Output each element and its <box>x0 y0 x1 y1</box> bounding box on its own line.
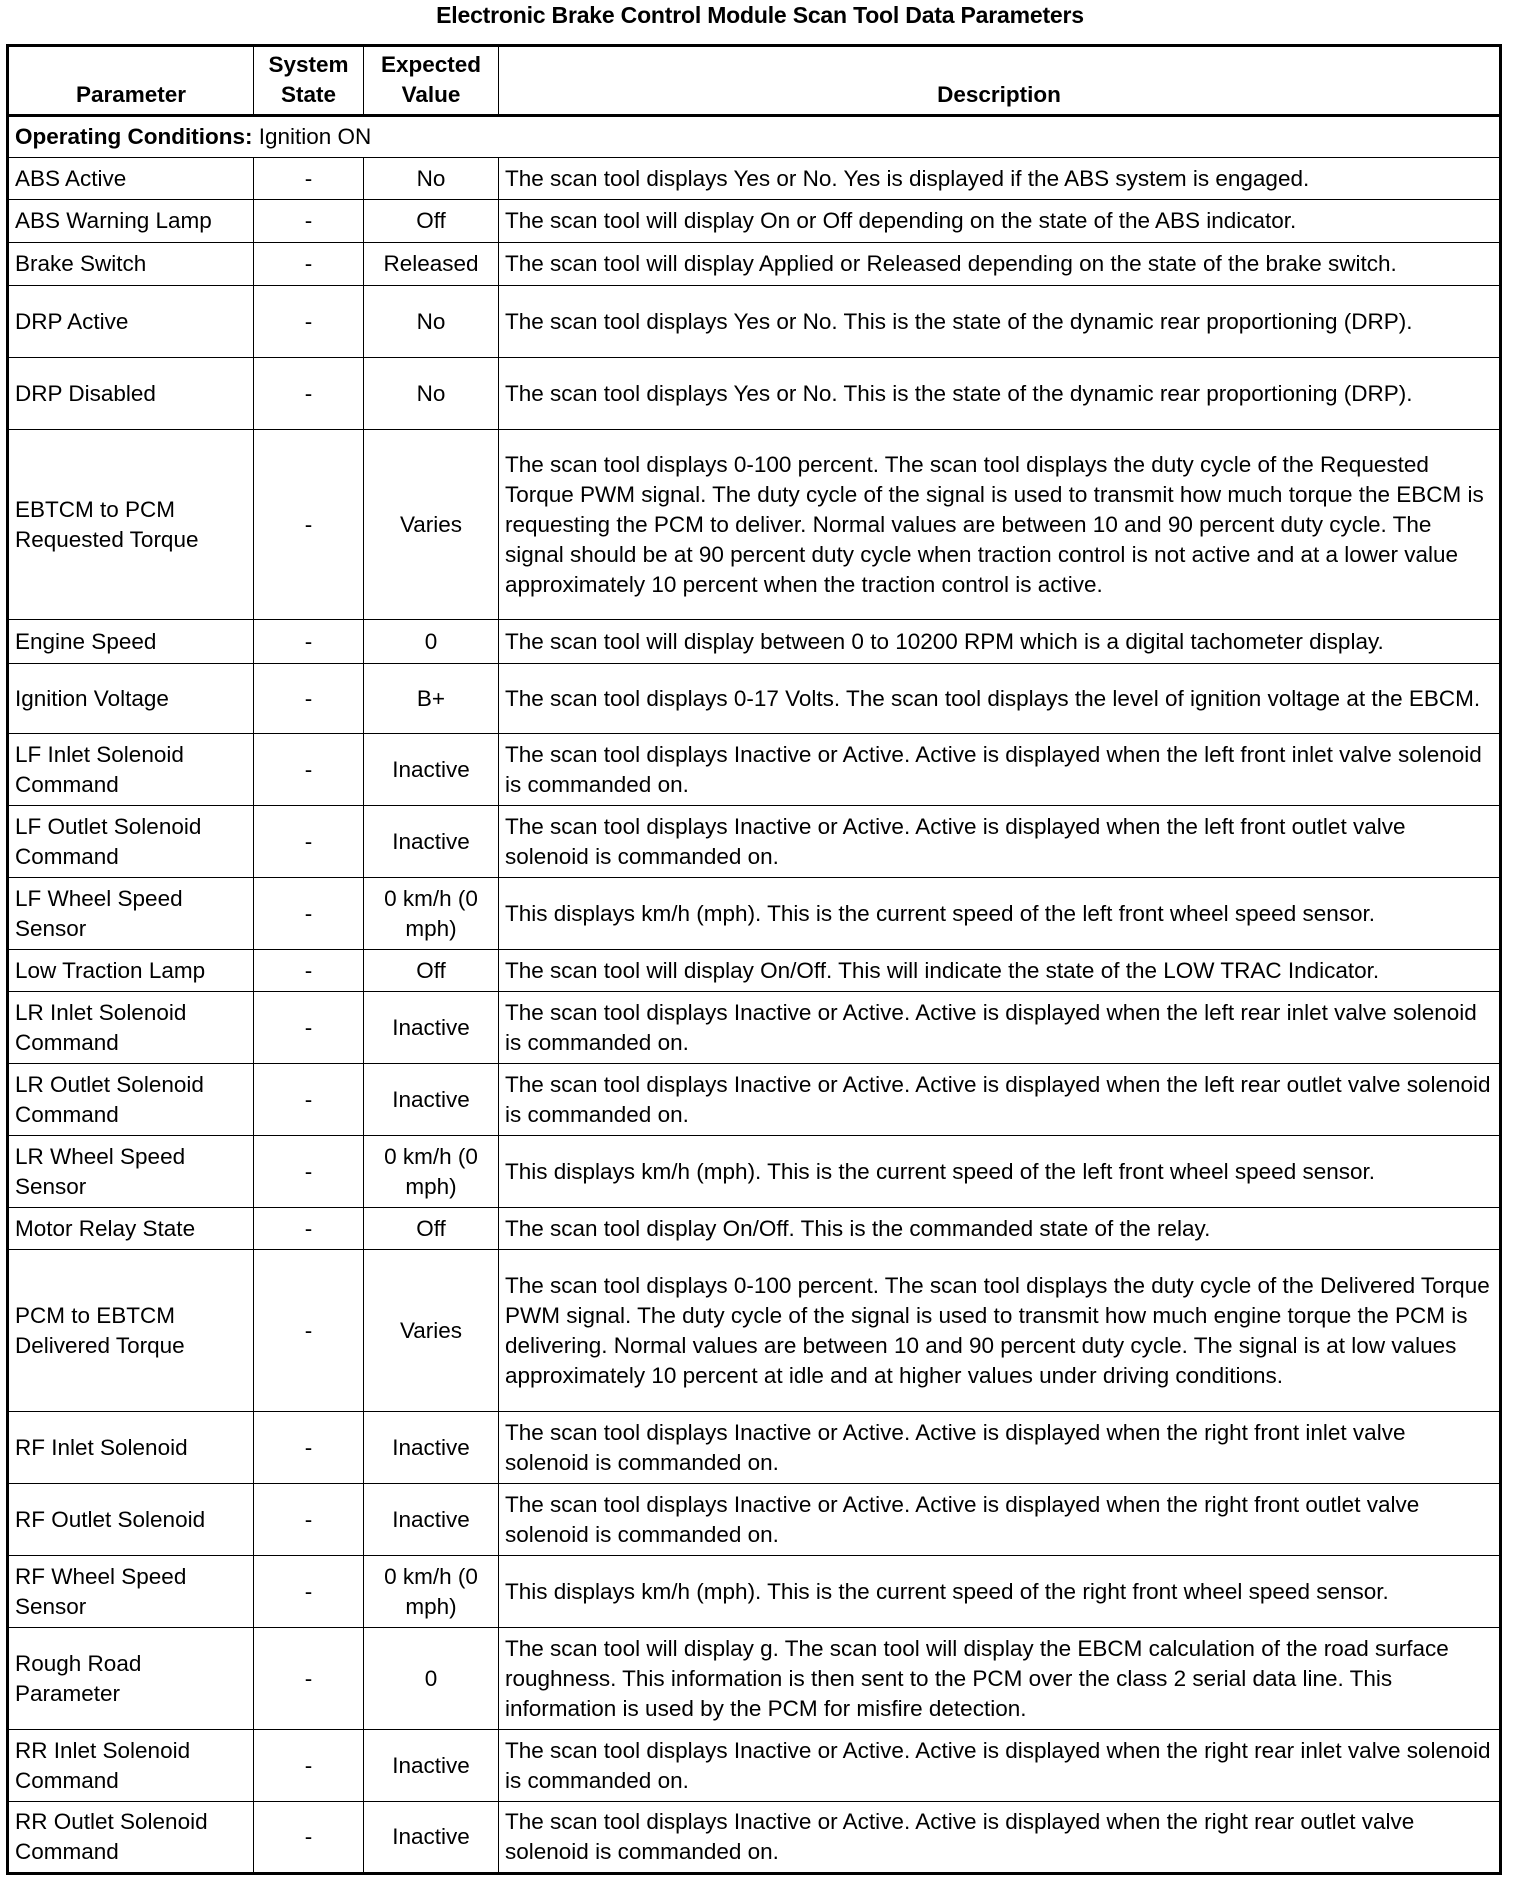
description-cell: The scan tool displays Inactive or Active. Active is displayed when the right rear inlet valve solenoid is commanded on. <box>499 1730 1501 1802</box>
system-state-cell: - <box>254 1730 364 1802</box>
parameter-cell: EBTCM to PCM Requested Torque <box>8 430 254 620</box>
table-row <box>8 878 1501 950</box>
parameter-cell: LF Wheel Speed Sensor <box>8 878 254 950</box>
parameter-cell: RR Outlet Solenoid Command <box>8 1802 254 1874</box>
description-cell: The scan tool displays Inactive or Active. Active is displayed when the left rear inlet valve solenoid is commanded on. <box>499 992 1501 1064</box>
table-title: Electronic Brake Control Module Scan Tool Data Parameters <box>436 2 1084 28</box>
system-state-cell: - <box>254 1250 364 1412</box>
parameter-cell: Ignition Voltage <box>8 664 254 734</box>
parameter-cell: ABS Warning Lamp <box>8 200 254 243</box>
description-cell: The scan tool will display On or Off depending on the state of the ABS indicator. <box>499 200 1501 243</box>
system-state-cell: - <box>254 358 364 430</box>
expected-value-cell: 0 km/h (0 mph) <box>364 878 499 950</box>
table-row <box>8 620 1501 664</box>
parameter-cell: Rough Road Parameter <box>8 1628 254 1730</box>
table-row <box>8 664 1501 734</box>
header-parameter-label: Parameter <box>75 82 187 107</box>
expected-value-cell: Varies <box>364 430 499 620</box>
expected-value-cell: Inactive <box>364 1412 499 1484</box>
table-row <box>8 1730 1501 1802</box>
expected-value-cell: 0 km/h (0 mph) <box>364 1136 499 1208</box>
description-cell: The scan tool displays 0-17 Volts. The scan tool displays the level of ignition voltage at the EBCM. <box>499 664 1501 734</box>
system-state-cell: - <box>254 200 364 243</box>
parameter-cell: Low Traction Lamp <box>8 950 254 992</box>
description-cell: This displays km/h (mph). This is the current speed of the left front wheel speed sensor. <box>499 1136 1501 1208</box>
parameter-cell: Brake Switch <box>8 243 254 286</box>
parameter-cell: DRP Disabled <box>8 358 254 430</box>
table-row <box>8 1064 1501 1136</box>
parameter-cell: LF Outlet Solenoid Command <box>8 806 254 878</box>
description-cell: The scan tool displays Yes or No. This is the state of the dynamic rear proportioning (DRP). <box>499 358 1501 430</box>
table-row <box>8 200 1501 243</box>
system-state-cell: - <box>254 1628 364 1730</box>
system-state-cell: - <box>254 806 364 878</box>
table-row <box>8 358 1501 430</box>
scan-tool-parameters-table <box>6 44 1502 1875</box>
system-state-cell: - <box>254 734 364 806</box>
expected-value-cell: No <box>364 158 499 200</box>
system-state-cell: - <box>254 1064 364 1136</box>
table-row <box>8 950 1501 992</box>
table-row <box>8 1628 1501 1730</box>
table-row <box>8 1556 1501 1628</box>
expected-value-cell: 0 km/h (0 mph) <box>364 1556 499 1628</box>
system-state-cell: - <box>254 286 364 358</box>
header-description-label: Description <box>937 82 1061 107</box>
description-cell: The scan tool will display between 0 to 10200 RPM which is a digital tachometer display. <box>499 620 1501 664</box>
expected-value-cell: Inactive <box>364 734 499 806</box>
expected-value-cell: No <box>364 286 499 358</box>
description-cell: This displays km/h (mph). This is the current speed of the left front wheel speed sensor. <box>499 878 1501 950</box>
expected-value-cell: Off <box>364 1208 499 1250</box>
system-state-cell: - <box>254 878 364 950</box>
header-expected-value-line1: Expected <box>380 52 482 77</box>
table-row <box>8 286 1501 358</box>
table-row <box>8 992 1501 1064</box>
operating-conditions-label: Operating Conditions: <box>15 124 253 149</box>
header-parameter <box>8 46 254 116</box>
table-row <box>8 1412 1501 1484</box>
system-state-cell: - <box>254 620 364 664</box>
table-row <box>8 430 1501 620</box>
expected-value-cell: Off <box>364 200 499 243</box>
header-system-state <box>254 46 364 116</box>
parameter-cell: DRP Active <box>8 286 254 358</box>
operating-conditions-cell <box>8 116 1501 158</box>
table-row <box>8 1136 1501 1208</box>
table-row <box>8 1250 1501 1412</box>
system-state-cell: - <box>254 1412 364 1484</box>
description-cell: The scan tool displays 0-100 percent. The scan tool displays the duty cycle of the Requested Torque PWM signal. The duty cycle of the signal is used to transmit how much torque the EBCM is requesting the PCM to deliver. Normal values are between 10 and 90 percent duty cycle. The signal should be at 90 percent duty cycle when traction control is not active and at a lower value approximately 10 percent when the traction control is active. <box>499 430 1501 620</box>
expected-value-cell: Inactive <box>364 1730 499 1802</box>
parameter-cell: RR Inlet Solenoid Command <box>8 1730 254 1802</box>
table-body <box>8 116 1501 1874</box>
system-state-cell: - <box>254 158 364 200</box>
description-cell: This displays km/h (mph). This is the current speed of the right front wheel speed sensor. <box>499 1556 1501 1628</box>
table-row <box>8 806 1501 878</box>
system-state-cell: - <box>254 992 364 1064</box>
description-cell: The scan tool will display On/Off. This will indicate the state of the LOW TRAC Indicator. <box>499 950 1501 992</box>
system-state-cell: - <box>254 664 364 734</box>
header-expected-value <box>364 46 499 116</box>
expected-value-cell: Inactive <box>364 1064 499 1136</box>
expected-value-cell: No <box>364 358 499 430</box>
header-system-state-line2: State <box>280 82 337 107</box>
description-cell: The scan tool displays 0-100 percent. The scan tool displays the duty cycle of the Delivered Torque PWM signal. The duty cycle of the signal is used to transmit how much engine torque the PCM is delivering. Normal values are between 10 and 90 percent duty cycle. The signal is at low values approximately 10 percent at idle and at higher values under driving conditions. <box>499 1250 1501 1412</box>
parameter-cell: LR Outlet Solenoid Command <box>8 1064 254 1136</box>
header-system-state-line1: System <box>268 52 349 77</box>
expected-value-cell: Inactive <box>364 1802 499 1874</box>
system-state-cell: - <box>254 950 364 992</box>
description-cell: The scan tool displays Inactive or Active. Active is displayed when the left front inlet valve solenoid is commanded on. <box>499 734 1501 806</box>
table-row <box>8 158 1501 200</box>
table-row <box>8 1484 1501 1556</box>
description-cell: The scan tool displays Inactive or Active. Active is displayed when the right rear outlet valve solenoid is commanded on. <box>499 1802 1501 1874</box>
expected-value-cell: Inactive <box>364 992 499 1064</box>
operating-conditions-row <box>8 116 1501 158</box>
parameter-cell: LF Inlet Solenoid Command <box>8 734 254 806</box>
system-state-cell: - <box>254 1136 364 1208</box>
parameter-cell: RF Outlet Solenoid <box>8 1484 254 1556</box>
parameter-cell: Motor Relay State <box>8 1208 254 1250</box>
header-row <box>8 46 1501 116</box>
parameter-cell: LR Wheel Speed Sensor <box>8 1136 254 1208</box>
table-row <box>8 734 1501 806</box>
description-cell: The scan tool displays Yes or No. This is the state of the dynamic rear proportioning (DRP). <box>499 286 1501 358</box>
table-row <box>8 243 1501 286</box>
system-state-cell: - <box>254 243 364 286</box>
expected-value-cell: 0 <box>364 620 499 664</box>
description-cell: The scan tool displays Inactive or Active. Active is displayed when the right front outlet valve solenoid is commanded on. <box>499 1484 1501 1556</box>
header-expected-value-line2: Value <box>401 82 461 107</box>
table-row <box>8 1208 1501 1250</box>
parameter-cell: Engine Speed <box>8 620 254 664</box>
system-state-cell: - <box>254 1484 364 1556</box>
expected-value-cell: Inactive <box>364 806 499 878</box>
operating-conditions-value: Ignition ON <box>252 124 372 149</box>
parameter-cell: ABS Active <box>8 158 254 200</box>
description-cell: The scan tool display On/Off. This is the commanded state of the relay. <box>499 1208 1501 1250</box>
system-state-cell: - <box>254 1802 364 1874</box>
header-description <box>499 46 1501 116</box>
parameter-cell: PCM to EBTCM Delivered Torque <box>8 1250 254 1412</box>
parameter-cell: RF Inlet Solenoid <box>8 1412 254 1484</box>
description-cell: The scan tool displays Inactive or Active. Active is displayed when the right front inlet valve solenoid is commanded on. <box>499 1412 1501 1484</box>
parameter-cell: LR Inlet Solenoid Command <box>8 992 254 1064</box>
description-cell: The scan tool displays Inactive or Active. Active is displayed when the left rear outlet valve solenoid is commanded on. <box>499 1064 1501 1136</box>
description-cell: The scan tool displays Inactive or Active. Active is displayed when the left front outlet valve solenoid is commanded on. <box>499 806 1501 878</box>
system-state-cell: - <box>254 1208 364 1250</box>
system-state-cell: - <box>254 1556 364 1628</box>
expected-value-cell: Off <box>364 950 499 992</box>
expected-value-cell: Released <box>364 243 499 286</box>
expected-value-cell: 0 <box>364 1628 499 1730</box>
expected-value-cell: B+ <box>364 664 499 734</box>
description-cell: The scan tool will display Applied or Released depending on the state of the brake switch. <box>499 243 1501 286</box>
table-row <box>8 1802 1501 1874</box>
description-cell: The scan tool will display g. The scan tool will display the EBCM calculation of the road surface roughness. This information is then sent to the PCM over the class 2 serial data line. This information is used by the PCM for misfire detection. <box>499 1628 1501 1730</box>
expected-value-cell: Inactive <box>364 1484 499 1556</box>
description-cell: The scan tool displays Yes or No. Yes is displayed if the ABS system is engaged. <box>499 158 1501 200</box>
expected-value-cell: Varies <box>364 1250 499 1412</box>
parameter-cell: RF Wheel Speed Sensor <box>8 1556 254 1628</box>
system-state-cell: - <box>254 430 364 620</box>
